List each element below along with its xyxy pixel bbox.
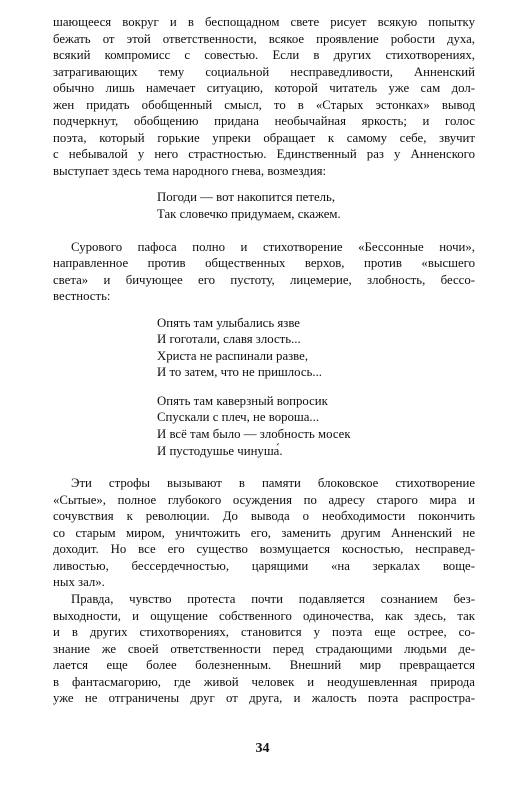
text-line: подчеркнут, обобщению придана необычайная яркость; и голос: [53, 114, 475, 129]
verse-line: Спускали с плеч, не вороша...: [157, 410, 320, 425]
verse-block-2: [157, 315, 475, 381]
verse-block-3: [157, 393, 475, 459]
verse-line: И пустодушье чинуша́.: [157, 443, 283, 458]
text-line: всякий компромисс с совестью. Если в других стихотворениях,: [53, 48, 475, 63]
text-line: со старым миром, уничтожить его, заменить другим Анненский не: [53, 525, 475, 540]
text-line: направленное против общественных верхов, против «высшего: [53, 256, 475, 271]
text-line: уже не отграничены друг от друга, и жалость поэта распростра-: [53, 691, 475, 706]
verse-line: И то затем, что не пришлось...: [157, 365, 322, 380]
verse-line: Опять там улыбались язве: [157, 315, 300, 330]
paragraph-4: [53, 591, 475, 707]
paragraph-1: [53, 14, 475, 179]
text-line: затрагивающих тему социальной несправедливости, Анненский: [53, 64, 475, 79]
verse-line: Погоди — вот накопится петель,: [157, 190, 336, 205]
text-line: доходит. Но все его существо возмущается косностью, несправед-: [53, 542, 475, 557]
text-line: сочувствия к революции. До вывода о необходимости покончить: [53, 509, 475, 524]
text-line: Эти строфы вызывают в памяти блоковское стихотворение: [71, 476, 475, 491]
text-line: поэта, который горькие упреки обращает к самому себе, звучит: [53, 130, 475, 145]
page-number: 34: [255, 741, 270, 756]
text-line: выходности, и ощущение собственного одиночества, как здесь, так: [53, 608, 475, 623]
text-line: знание же своей ответственности перед страдающими людьми де-: [53, 641, 475, 656]
verse-line: И всё там было — злобность мосек: [157, 427, 351, 442]
text-line: лается еще более болезненным. Внешний мир превращается: [53, 658, 475, 673]
verse-line: Опять там каверзный вопросик: [157, 393, 328, 408]
text-line: жен придать обобщенный смысл, то в «Старых эстонках» вывод: [53, 97, 475, 112]
page-body: [53, 14, 475, 707]
verse-line: Так словечко придумаем, скажем.: [157, 207, 341, 222]
text-line: в фантасмагорию, где живой человек и неодушевленная природа: [53, 674, 475, 689]
text-line: Сурового пафоса полно и стихотворение «Бессонные ночи»,: [71, 239, 475, 254]
text-line: ливостью, бессердечностью, царящими «на зеркалах воще-: [53, 558, 475, 573]
verse-line: Христа не распинали разве,: [157, 348, 309, 363]
paragraph-3: [53, 475, 475, 591]
text-line: с небывалой у него страстностью. Единственный раз у Анненского: [53, 147, 475, 162]
text-line: бежать от этой ответственности, всякое проявление робости духа,: [53, 31, 475, 46]
text-line: света» и бичующее его пустоту, лицемерие, злобность, бессо-: [53, 272, 475, 287]
text-line: обычно лишь намечает ситуацию, которой читатель уже сам дол-: [53, 81, 475, 96]
paragraph-2: [53, 239, 475, 305]
text-line: шающееся вокруг и в беспощадном свете рисует всякую попытку: [53, 15, 475, 29]
text-line: «Сытые», полное глубокого осуждения по адресу старого мира и: [53, 492, 475, 507]
text-line: Правда, чувство протеста почти подавляется сознанием без-: [71, 591, 475, 606]
text-line: ных зал».: [53, 575, 105, 590]
verse-line: И гоготали, славя злость...: [157, 332, 301, 347]
text-line: и в других стихотворениях, становится у поэта еще острее, со-: [53, 625, 475, 640]
verse-block-1: [157, 189, 475, 222]
text-line: выступает здесь тема народного гнева, возмездия:: [53, 163, 327, 178]
text-line: вестность:: [53, 289, 111, 304]
